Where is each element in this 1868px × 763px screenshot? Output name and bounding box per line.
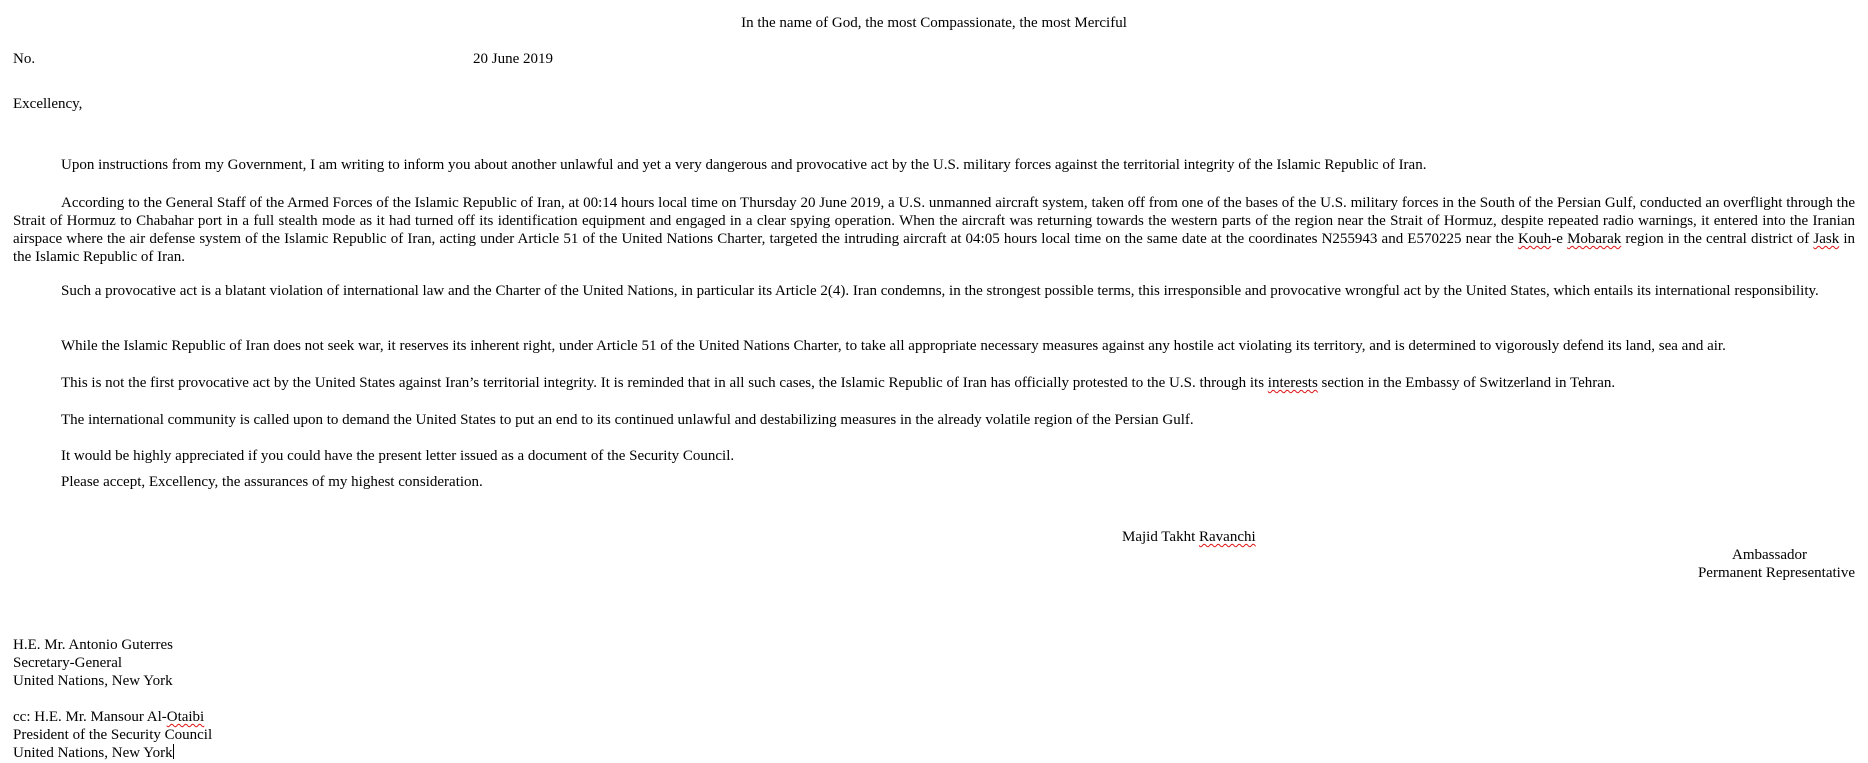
paragraph-1: Upon instructions from my Government, I am writing to inform you about another unlawful and yet a very dangerous and provocative act by the U.S. military forces against the territorial integrity of the Islamic Republic of Iran. (61, 157, 1427, 173)
spelling-flag: Kouh (1517, 231, 1552, 247)
cc-location[interactable]: United Nations, New York (13, 745, 173, 761)
addressee-location: United Nations, New York (13, 673, 173, 689)
paragraph-5: This is not the first provocative act by the United States against Iran’s territorial integrity. It is reminded that in all such cases, the Islamic Republic of Iran has officially protested to the U.S. through its interests section in the Embassy of Switzerland in Tehran. (61, 375, 1616, 391)
spelling-flag: Jask (1813, 231, 1840, 247)
addressee-name: H.E. Mr. Antonio Guterres (13, 637, 173, 653)
letter-header: In the name of God, the most Compassionate, the most Merciful (741, 15, 1127, 31)
paragraph-7: It would be highly appreciated if you could have the present letter issued as a document of the Security Council. (61, 448, 735, 464)
spelling-flag: Mobarak (1567, 231, 1622, 247)
cc-name: cc: H.E. Mr. Mansour Al-Otaibi (13, 709, 205, 725)
reference-number: No. (13, 51, 36, 67)
signatory-title: Ambassador (1732, 547, 1807, 563)
spelling-flag: Ravanchi (1199, 529, 1256, 545)
paragraph-8: Please accept, Excellency, the assurances of my highest consideration. (61, 474, 483, 490)
signatory-name: Majid Takht Ravanchi (1122, 529, 1256, 545)
paragraph-2: According to the General Staff of the Armed Forces of the Islamic Republic of Iran, at 00:14 hours local time on Thursday 20 June 2019, a U.S. unmanned aircraft system, taken off from one of the bases of the U.S. military forces in the South of the Persian Gulf, conducted an overflight through the Strait of Hormuz to Chabahar port in a full stealth mode as it had turned off its identification equipment and engaged in a clear spying operation. When the aircraft was returning towards the western parts of the region near the Strait of Hormuz, despite repeated radio warnings, it entered into the Iranian airspace where the air defense system of the Islamic Republic of Iran, acting under Article 51 of the United Nations Charter, targeted the intruding aircraft at 04:05 hours local time on the same date at the coordinates N255943 and E570225 near the Kouh-e Mobarak region in the central district of Jask in the Islamic Republic of Iran. (13, 195, 1855, 265)
paragraph-4: While the Islamic Republic of Iran does not seek war, it reserves its inherent right, under Article 51 of the United Nations Charter, to take all appropriate necessary measures against any hostile act violating its territory, and is determined to vigorously defend its land, sea and air. (61, 338, 1726, 354)
signatory-position: Permanent Representative (1697, 565, 1855, 581)
text-cursor (173, 744, 174, 759)
cc-title: President of the Security Council (13, 727, 213, 743)
spelling-flag: interests (1267, 375, 1318, 391)
letter-date: 20 June 2019 (473, 51, 553, 67)
addressee-title: Secretary-General (13, 655, 123, 671)
salutation: Excellency, (13, 96, 83, 112)
paragraph-6: The international community is called upon to demand the United States to put an end to its continued unlawful and destabilizing measures in the already volatile region of the Persian Gulf. (61, 412, 1194, 428)
paragraph-3: Such a provocative act is a blatant violation of international law and the Charter of the United Nations, in particular its Article 2(4). Iran condemns, in the strongest possible terms, this irresponsible and provocative wrongful act by the United States, which entails its international responsibility. (61, 283, 1819, 299)
spelling-flag: Otaibi (166, 709, 205, 725)
